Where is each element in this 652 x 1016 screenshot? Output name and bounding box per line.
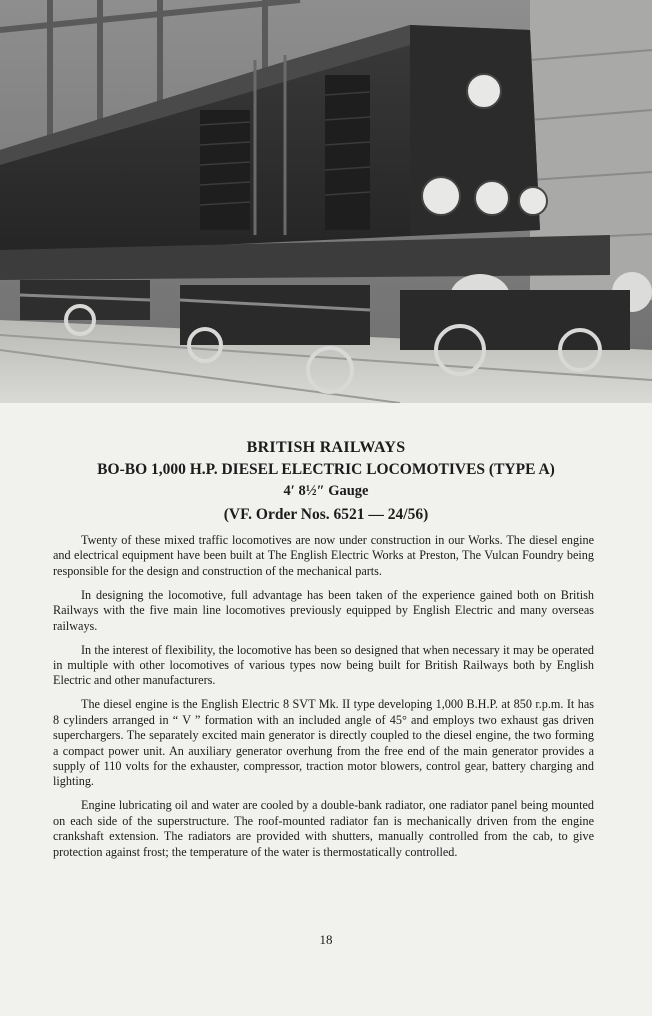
paragraph: Engine lubricating oil and water are cooled by a double-bank radiator, one radiator panel being mounted on each side of the superstructure. The roof-mounted radiator fan is mechanically driven from the engine crankshaft extension. The radiators are provided with shutters, manually controlled from the cab, to give protection against frost; the temperature of the water is thermostatically controlled. (53, 798, 594, 859)
page-number: 18 (319, 932, 333, 947)
paragraph: In designing the locomotive, full advantage has been taken of the experience gained both on British Railways with the five main line locomotives previously equipped by English Electric and many overseas railways. (53, 587, 594, 633)
heading-locomotive-type: BO-BO 1,000 H.P. DIESEL ELECTRIC LOCOMOTIVES (TYPE A) (97, 461, 555, 478)
locomotive-photograph (0, 0, 652, 403)
paragraph: Twenty of these mixed traffic locomotives are now under construction in our Works. The diesel engine and electrical equipment have been built at The English Electric Works at Preston, The Vulcan Foundry being responsible for the design and construction of the mechanical parts. (53, 533, 594, 578)
heading-british-railways: BRITISH RAILWAYS (246, 439, 406, 456)
heading-order-numbers: (VF. Order Nos. 6521 — 24/56) (223, 506, 429, 523)
body-text (53, 533, 594, 869)
paragraph: In the interest of flexibility, the locomotive has been so designed that when necessary it may be operated in multiple with other locomotives of various types now being built for British Railways both by English Electric and other manufacturers. (53, 642, 594, 688)
paragraph: The diesel engine is the English Electric 8 SVT Mk. II type developing 1,000 B.H.P. at 850 r.p.m. It has 8 cylinders arranged in “ V ” formation with an included angle of 45° and employs two exhaust gas driven superchargers. The separately excited main generator is directly coupled to the diesel engine, the two forming a compact power unit. An auxiliary generator overhung from the free end of the main generator provides a supply of 110 volts for the exhauster, compressor, traction motor blowers, control gear, battery charging and lighting. (53, 697, 594, 789)
heading-gauge: 4′ 8½″ Gauge (283, 483, 369, 499)
